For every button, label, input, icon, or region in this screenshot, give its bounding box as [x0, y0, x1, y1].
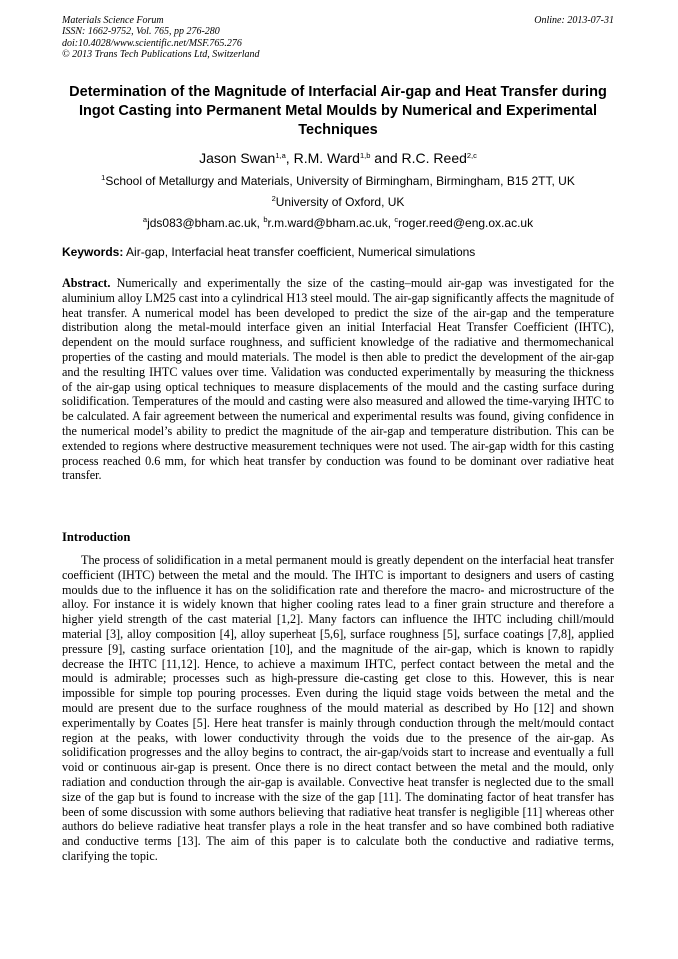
author-superscript: 2,c: [466, 151, 477, 160]
doi: doi:10.4028/www.scientific.net/MSF.765.276: [62, 37, 242, 49]
author-name: R.C. Reed: [401, 150, 467, 166]
keywords-text: Air-gap, Interfacial heat transfer coefficient, Numerical simulations: [123, 245, 476, 259]
author-separator: ,: [285, 150, 294, 166]
author-separator: and: [370, 150, 402, 166]
paper-title: Determination of the Magnitude of Interfacial Air-gap and Heat Transfer during Ingot Casting into Permanent Metal Moulds by Numerical and Experimental Techniques: [69, 84, 607, 138]
abstract: [62, 276, 614, 483]
intro-paragraph: The process of solidification in a metal permanent mould is greatly dependent on the interfacial heat transfer coefficient (IHTC) between the metal and the mould. The IHTC is important to designers and users of casting moulds due to the influence it has on the solidification rate and therefore the macro- and microstructure of the alloy. For instance it is widely known that higher cooling rates lead to a finer grain structure and therefore a higher yield strength of the cast material [1,2]. Many factors can influence the IHTC including chill/mould material [3], alloy composition [4], alloy superheat [5,6], surface roughness [5], surface coatings [7,8], applied pressure [9], casting surface orientation [10], and the magnitude of the air-gap, which is known to rapidly decrease the IHTC [11,12]. Hence, to achieve a maximum IHTC, perfect contact between the metal and the mould is admirable; processes such as high-pressure die-casting get close to this. However, this is near impossible for simple top pouring processes. Even during the liquid stage voids between the metal and the mould are present due to the surface roughness of the mould material as described by Ho [12] and shown experimentally by Coates [5]. Here heat transfer is mainly through conduction through the melt/mould contact region at the peaks, with lower conductivity through the voids due to the presence of the air-gap. As solidification progresses and the alloy begins to contract, the air-gap/voids start to increase and eventually a full void or continuous air-gap is present. Once there is no direct contact between the metal and the mould, only radiation and conduction through the air-gap is available. Convective heat transfer is neglected due to the small size of the gap but is found to increase with the size of the gap [11]. The dominating factor of heat transfer has been of some discussion with some authors believing that radiative heat transfer is negligible [11] whereas other authors do believe radiative heat transfer plays a role in the heat transfer and so have combined both radiative and conductive terms [13]. The aim of this paper is to calculate both the conductive and radiative terms, clarifying the topic.: [62, 553, 614, 863]
journal-name: Materials Science Forum: [62, 15, 164, 26]
affiliation-superscript: 2: [271, 194, 276, 203]
email-superscript: a: [142, 215, 148, 224]
email-address: roger.reed@eng.ox.ac.uk: [398, 216, 534, 230]
email-superscript: b: [263, 215, 268, 224]
email-superscript: c: [394, 215, 399, 224]
keywords: [62, 245, 614, 260]
abstract-text: Numerically and experimentally the size of the casting–mould air-gap was investigated for the aluminium alloy LM25 cast into a cylindrical H13 steel mould. The air-gap significantly affects the magnitude of heat transfer. A numerical model has been developed to predict the size of the air-gap and the temperature distribution along the metal-mould interface given an initial Interfacial Heat Transfer Coefficient (IHTC), dependent on the mould surface roughness, and sufficient knowledge of the radiative and thermomechanical properties of the casting and mould materials. The model is then able to predict the development of the air-gap and the resulting IHTC values over time. Validation was conducted experimentally by measuring the thickness of the air-gap using optical techniques to measure displacements of the mould and the casting surface during solidification. Temperatures of the mould and casting were also measured and allowed the time-varying IHTC to be calculated. A fair agreement between the numerical and experimental results was found, giving confidence in the numerical model’s ability to predict the magnitude of the air-gap and temperature distribution. This can be extended to regions where destructive measurement techniques were not used. The air-gap width for this casting process reached 0.6 mm, for which heat transfer by conduction was found to be dominant over radiative heat transfer.: [62, 276, 615, 483]
email-line: [62, 216, 614, 232]
section-heading: Introduction: [62, 530, 131, 544]
affiliation-2: [62, 195, 614, 211]
author-name: Jason Swan: [199, 150, 276, 166]
author-line: [62, 149, 614, 170]
author-superscript: 1,b: [359, 151, 371, 160]
online-date: Online: 2013-07-31: [534, 15, 614, 26]
affiliation-1: [62, 174, 614, 190]
journal-header: [62, 15, 614, 61]
author-name: R.M. Ward: [293, 150, 360, 166]
affiliation-text: University of Oxford, UK: [275, 195, 405, 209]
abstract-label: Abstract.: [62, 276, 111, 290]
issn: ISSN: 1662-9752, Vol. 765, pp 276-280: [62, 26, 220, 38]
copyright: © 2013 Trans Tech Publications Ltd, Switzerland: [62, 49, 260, 61]
email-address: r.m.ward@bham.ac.uk,: [267, 216, 395, 230]
author-superscript: 1,a: [275, 151, 286, 160]
affiliation-text: School of Metallurgy and Materials, University of Birmingham, Birmingham, B15 2TT, UK: [105, 174, 575, 188]
affiliation-superscript: 1: [101, 173, 106, 182]
keywords-label: Keywords:: [62, 245, 124, 259]
email-address: jds083@bham.ac.uk,: [147, 216, 264, 230]
